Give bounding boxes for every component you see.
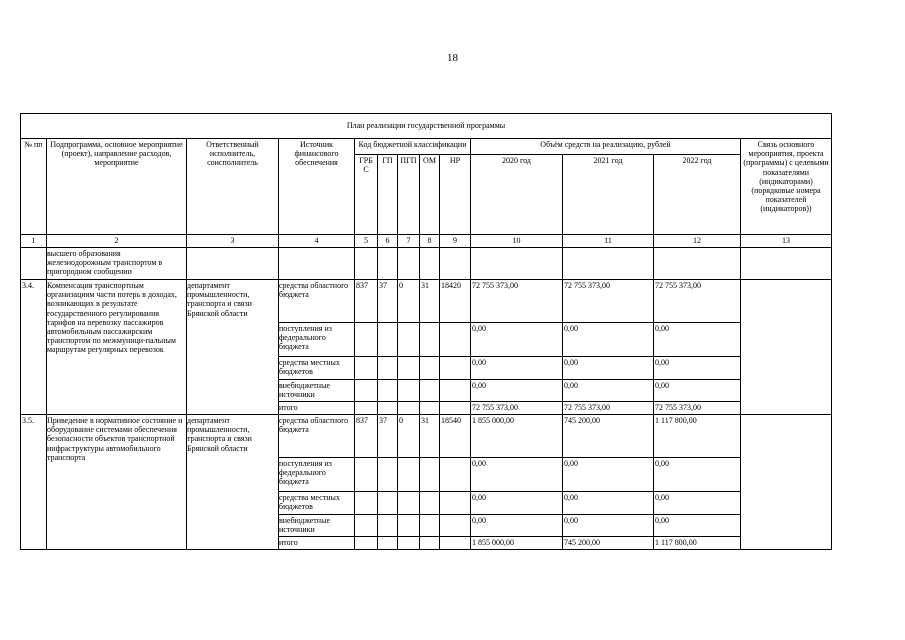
column-number: 5 xyxy=(355,235,378,248)
column-number: 8 xyxy=(420,235,440,248)
code-om xyxy=(420,323,440,357)
item-name: Приведение в нормативное состояние и оборудование системами обеспечения безопасности объектов транспортной инфраструктуры автомобильного транспорта xyxy=(47,415,187,550)
column-number: 6 xyxy=(378,235,398,248)
code-np xyxy=(440,537,471,550)
code-pgp: 0 xyxy=(398,415,420,458)
amount-2021: 0,00 xyxy=(563,357,654,380)
header-2021: 2021 год xyxy=(563,155,654,235)
amount-2020: 0,00 xyxy=(471,492,563,515)
code-gp xyxy=(378,323,398,357)
amount-2021: 0,00 xyxy=(563,323,654,357)
header-2020: 2020 год xyxy=(471,155,563,235)
amount-2020: 0,00 xyxy=(471,357,563,380)
code-grbs xyxy=(355,380,378,402)
item-responsible: департамент промышленности, транспорта и связи Брянской области xyxy=(187,280,279,415)
amount-2021: 72 755 373,00 xyxy=(563,280,654,323)
item-responsible: департамент промышленности, транспорта и связи Брянской области xyxy=(187,415,279,550)
code-pgp xyxy=(398,515,420,537)
amount-2020: 0,00 xyxy=(471,380,563,402)
code-np xyxy=(440,380,471,402)
header-np: НР xyxy=(440,155,471,235)
code-gp: 37 xyxy=(378,280,398,323)
item-link xyxy=(741,280,832,415)
funding-source: итого xyxy=(279,402,355,415)
code-grbs xyxy=(355,537,378,550)
amount-2022: 0,00 xyxy=(654,492,741,515)
amount-2022: 1 117 800,00 xyxy=(654,537,741,550)
header-volume-group: Объём средств на реализацию, рублей xyxy=(471,139,741,155)
amount-2020: 0,00 xyxy=(471,458,563,492)
amount-2020: 0,00 xyxy=(471,323,563,357)
code-pgp: 0 xyxy=(398,280,420,323)
code-gp xyxy=(378,357,398,380)
amount-2022: 72 755 373,00 xyxy=(654,280,741,323)
code-gp xyxy=(378,515,398,537)
code-pgp xyxy=(398,357,420,380)
funding-source: итого xyxy=(279,537,355,550)
code-om xyxy=(420,492,440,515)
code-gp xyxy=(378,537,398,550)
header-grbs: ГРБС xyxy=(355,155,378,235)
code-gp xyxy=(378,492,398,515)
code-np: 18540 xyxy=(440,415,471,458)
code-grbs xyxy=(355,323,378,357)
column-number: 11 xyxy=(563,235,654,248)
code-om xyxy=(420,380,440,402)
code-grbs: 837 xyxy=(355,280,378,323)
amount-2021: 0,00 xyxy=(563,492,654,515)
code-np xyxy=(440,492,471,515)
code-om: 31 xyxy=(420,280,440,323)
amount-2022: 72 755 373,00 xyxy=(654,402,741,415)
table-row xyxy=(21,415,832,458)
column-number: 2 xyxy=(47,235,187,248)
amount-2022: 0,00 xyxy=(654,380,741,402)
table-row xyxy=(21,280,832,323)
funding-source: средства областного бюджета xyxy=(279,280,355,323)
continuation-row xyxy=(21,248,832,280)
table-title-row xyxy=(21,114,832,139)
item-link xyxy=(741,415,832,550)
amount-2020: 1 855 000,00 xyxy=(471,537,563,550)
column-number: 10 xyxy=(471,235,563,248)
amount-2021: 0,00 xyxy=(563,515,654,537)
amount-2022: 0,00 xyxy=(654,357,741,380)
code-gp xyxy=(378,402,398,415)
column-number: 1 xyxy=(21,235,47,248)
item-name: Компенсация транспортным организациям части потерь в доходах, возникающих в результате государственного регулирования тарифов на перевозку пассажиров автомобильным пассажирским транспортом по межмуници-пальным маршрутам регулярных перевозок xyxy=(47,280,187,415)
header-row xyxy=(21,139,832,155)
code-grbs: 837 xyxy=(355,415,378,458)
table-title: План реализации государственной программы xyxy=(21,114,832,139)
code-om xyxy=(420,515,440,537)
code-grbs xyxy=(355,492,378,515)
code-pgp xyxy=(398,380,420,402)
code-om xyxy=(420,537,440,550)
code-pgp xyxy=(398,323,420,357)
amount-2021: 0,00 xyxy=(563,458,654,492)
amount-2021: 745 200,00 xyxy=(563,537,654,550)
amount-2022: 0,00 xyxy=(654,458,741,492)
header-code-group: Код бюджетной классификации xyxy=(355,139,471,155)
amount-2021: 72 755 373,00 xyxy=(563,402,654,415)
code-pgp xyxy=(398,458,420,492)
amount-2022: 0,00 xyxy=(654,515,741,537)
funding-source: средства местных бюджетов xyxy=(279,492,355,515)
code-np xyxy=(440,323,471,357)
code-gp: 37 xyxy=(378,415,398,458)
column-number: 4 xyxy=(279,235,355,248)
code-grbs xyxy=(355,357,378,380)
page-number: 18 xyxy=(447,52,458,64)
column-number: 13 xyxy=(741,235,832,248)
header-2022: 2022 год xyxy=(654,155,741,235)
code-np xyxy=(440,402,471,415)
item-number: 3.4. xyxy=(21,280,47,415)
code-grbs xyxy=(355,402,378,415)
code-pgp xyxy=(398,537,420,550)
funding-source: средства областного бюджета xyxy=(279,415,355,458)
amount-2020: 72 755 373,00 xyxy=(471,280,563,323)
code-np xyxy=(440,357,471,380)
header-subprogram: Подпрограмма, основное мероприятие (проект), направление расходов, мероприятие xyxy=(47,139,187,235)
funding-source: поступления из федерального бюджета xyxy=(279,458,355,492)
header-gp: ГП xyxy=(378,155,398,235)
column-number: 3 xyxy=(187,235,279,248)
header-source: Источник финансового обеспечения xyxy=(279,139,355,235)
continuation-text: высшего образования железнодорожным транспортом в пригородном сообщении xyxy=(47,248,187,280)
column-number: 9 xyxy=(440,235,471,248)
column-number: 12 xyxy=(654,235,741,248)
code-gp xyxy=(378,380,398,402)
header-no: № пп xyxy=(21,139,47,235)
header-responsible: Ответственный исполнитель, соисполнитель xyxy=(187,139,279,235)
code-pgp xyxy=(398,492,420,515)
amount-2020: 0,00 xyxy=(471,515,563,537)
code-np: 18420 xyxy=(440,280,471,323)
code-gp xyxy=(378,458,398,492)
code-om xyxy=(420,402,440,415)
amount-2020: 72 755 373,00 xyxy=(471,402,563,415)
amount-2022: 1 117 800,00 xyxy=(654,415,741,458)
amount-2020: 1 855 000,00 xyxy=(471,415,563,458)
funding-source: внебюджетные источники xyxy=(279,515,355,537)
funding-source: внебюджетные источники xyxy=(279,380,355,402)
code-om xyxy=(420,357,440,380)
code-grbs xyxy=(355,458,378,492)
code-grbs xyxy=(355,515,378,537)
amount-2022: 0,00 xyxy=(654,323,741,357)
header-link: Связь основного мероприятия, проекта (программы) с целевыми показателями (индикаторами) (порядковые номера показателей (индикаторов)) xyxy=(741,139,832,235)
header-om: ОМ xyxy=(420,155,440,235)
code-np xyxy=(440,515,471,537)
funding-source: средства местных бюджетов xyxy=(279,357,355,380)
column-numbers-row xyxy=(21,235,832,248)
code-om xyxy=(420,458,440,492)
amount-2021: 0,00 xyxy=(563,380,654,402)
code-om: 31 xyxy=(420,415,440,458)
item-number: 3.5. xyxy=(21,415,47,550)
code-np xyxy=(440,458,471,492)
code-pgp xyxy=(398,402,420,415)
column-number: 7 xyxy=(398,235,420,248)
header-pgp: ПГП xyxy=(398,155,420,235)
amount-2021: 745 200,00 xyxy=(563,415,654,458)
funding-source: поступления из федерального бюджета xyxy=(279,323,355,357)
program-plan-table xyxy=(20,113,832,550)
